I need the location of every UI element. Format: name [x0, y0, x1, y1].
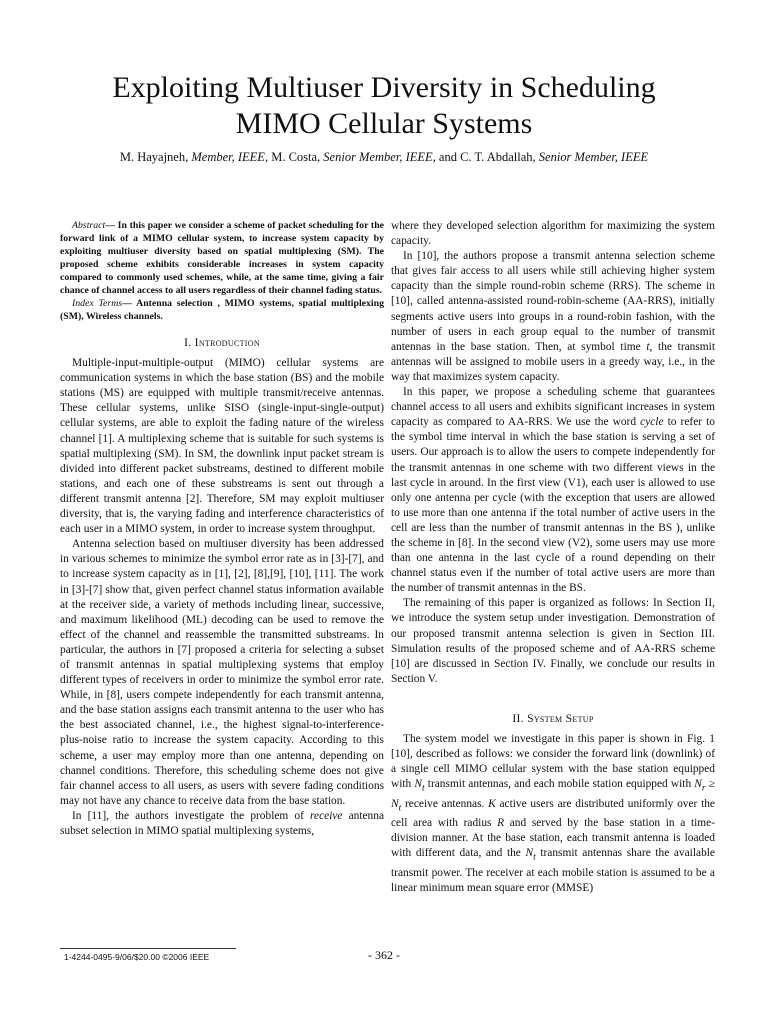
left-column	[60, 219, 384, 839]
math-symbol: K	[488, 797, 496, 810]
intro-paragraph-4: where they developed selection algorithm for maximizing the system capacity.	[391, 220, 715, 248]
text-run: transmit antennas, and each mobile station equipped with	[424, 778, 695, 791]
text-run: transmit antennas share the available transmit power. The receiver at each mobile station is assumed to be a linear minimum mean square error (MMSE)	[391, 847, 715, 894]
abstract-label: Abstract	[72, 220, 106, 231]
text-run: , the transmit antennas will be assigned to mobile users in a greedy way, i.e., in the way that maximizes system capacity.	[391, 340, 715, 383]
page-number: - 362 -	[368, 948, 400, 962]
author-3: and C. T. Abdallah,	[438, 150, 536, 164]
text-run: to refer to the symbol time interval in which the base station is serving a set of users. Our approach is to allow the users to compete independently for the transmit antennas in one scheme with two different views in the last cycle in around. In the first view (V1), each user is allowed to use only one antenna per cycle (with the exception that users are allowed to use more than one antenna if the total number of active users in the cell are less than the number of transmit antennas in the BS ), unlike the scheme in [8]. In the second view (V2), some users may use more than one antenna in the last cycle of a round depending on their channel status even if the number of total active users are more than the number of transmit antennas in the BS.	[391, 416, 715, 595]
abstract-text: — In this paper we consider a scheme of packet scheduling for the forward link of a MIMO cellular system, to increase system capacity by exploiting multiuser diversity based on spatial multiplexing (SM). The proposed scheme exhibits considerable increases in system capacity compared to commonly used schemes, while, at the same time, giving a fair chance of channel access to all users regardless of their channel fading status.	[60, 220, 384, 296]
intro-paragraph-6	[391, 385, 715, 596]
copyright-notice: 1-4244-0495-9/06/$20.00 ©2006 IEEE	[64, 952, 210, 962]
author-2: M. Costa,	[271, 150, 321, 164]
right-column	[391, 219, 715, 896]
section-heading-introduction	[60, 335, 384, 350]
author-list	[0, 149, 768, 165]
math-symbol: N	[391, 797, 399, 810]
author-1: M. Hayajneh,	[119, 150, 189, 164]
text-run: and served by the base station in a time-division manner. At the base station, each transmit antenna is loaded with different data, and the	[391, 817, 715, 860]
intro-paragraph-2: Antenna selection based on multiuser diversity has been addressed in various schemes to minimize the symbol error rate as in [3]-[7], and to increase system capacity as in [1], [2], [8],[9], [10], [11]. The work in [3]-[7] show that, given perfect channel status information available at the receiver side, a variety of methods including linear, successive, and maximum likelihood (ML) decoding can be used to remove the effect of the channel and reassemble the transmitted substreams. In particular, the authors in [7] proposed a criteria for selecting a subset of transmit antennas in spatial multiplexing systems that employ different types of receivers in order to minimize the symbol error rate. While, in [8], users compete independently for each transmit antenna, and the base station assigns each transmit antenna to the user who has the best associated channel, i.e., the highest signal-to-interference-plus-noise ratio to increase the system capacity. According to this scheme, a user may employ more than one antenna, depending on channel conditions. Therefore, this scheduling scheme does not give fair channel access to all users, as users with severe fading conditions may not have any chance to receive data from the base station.	[60, 538, 384, 807]
text-run: The system model we investigate in this paper is shown in Fig. 1 [10], described as follows: we consider the forward link (downlink) of a single cell MIMO cellular system with the base station equipped with	[391, 733, 715, 791]
author-2-role: Senior Member, IEEE,	[323, 150, 436, 164]
math-symbol: N	[525, 847, 534, 860]
title-line-2: MIMO Cellular Systems	[235, 107, 533, 140]
math-symbol: R	[497, 817, 505, 830]
section-heading-system-setup	[391, 711, 715, 726]
intro-paragraph-1: Multiple-input-multiple-output (MIMO) cellular systems are communication systems in which the base station (BS) and the mobile stations (MS) are equipped with multiple transmit/receive antennas. These cellular systems, unlike SISO (single-input-single-output) cellular systems, are able to exploit the fading nature of the wireless channel [1]. A multiplexing scheme that is suitable for such systems is spatial multiplexing (SM). In SM, the downlink input packet stream is divided into different packet substreams, destined to different mobile stations, and each one of these substreams is sent out through a different transmit antenna [2]. Therefore, SM may exploit multiuser diversity, that is, the varying fading and interference characteristics of each user in a MIMO system, in order to increase system throughput.	[60, 357, 384, 536]
author-3-role: Senior Member, IEEE	[538, 150, 649, 164]
math-subscript: t	[398, 802, 402, 813]
intro-paragraph-7: The remaining of this paper is organized as follows: In Section II, we introduce the system setup under investigation. Demonstration of our proposed transmit antenna selection is given in Section III. Simulation results of the proposed scheme and of AA-RRS scheme [10] are discussed in Section IV. Finally, we conclude our results in Section V.	[391, 597, 715, 685]
text-run: In this paper, we propose a scheduling scheme that guarantees channel access to all users and exhibits significant increases in system capacity as compared to AA-RRS. We use the word	[391, 386, 715, 429]
title-line-1: Exploiting Multiuser Diversity in Scheduling	[112, 71, 656, 104]
text-run: receive antennas.	[401, 797, 489, 810]
index-terms-label: Index Terms	[72, 298, 123, 309]
text-run: In [11], the authors investigate the problem of	[72, 809, 311, 822]
author-1-role: Member, IEEE,	[191, 150, 269, 164]
math-symbol: N	[694, 778, 702, 791]
section-title: System Setup	[527, 711, 594, 725]
text-run: active users are distributed uniformly over the cell area with radius	[391, 797, 715, 830]
abstract	[60, 219, 384, 297]
index-terms-text: — Antenna selection , MIMO systems, spatial multiplexing (SM), Wireless channels.	[60, 298, 384, 322]
math-subscript: t	[533, 852, 536, 863]
text-run: In [10], the authors propose a transmit antenna selection scheme that gives fair access to all users while still achieving higher system capacity than the simple round-robin scheme (RRS). The scheme in [10], called antenna-assisted round-robin-scheme (AA-RRS), initially segments active users into groups in a round-robin fashion, with the number of users in each group equal to the number of transmit antennas in the base station. Then, at symbol time	[391, 250, 715, 353]
emphasis: receive	[310, 809, 343, 822]
math-symbol: N	[414, 778, 423, 791]
math-operator: ≥	[705, 778, 716, 791]
index-terms	[60, 297, 384, 323]
math-subscript: r	[701, 783, 706, 794]
section-number: I.	[184, 336, 195, 349]
paper-title	[0, 70, 768, 142]
intro-paragraph-3	[60, 809, 384, 839]
text-run: antenna subset selection in MIMO spatial multiplexing systems,	[60, 809, 385, 837]
math-symbol: t	[646, 340, 650, 353]
intro-paragraph-5	[391, 249, 715, 385]
section-title: Introduction	[194, 336, 260, 349]
emphasis: cycle	[640, 416, 664, 429]
math-subscript: t	[422, 783, 425, 794]
section-number: II.	[512, 711, 528, 725]
setup-paragraph-1	[391, 732, 715, 896]
